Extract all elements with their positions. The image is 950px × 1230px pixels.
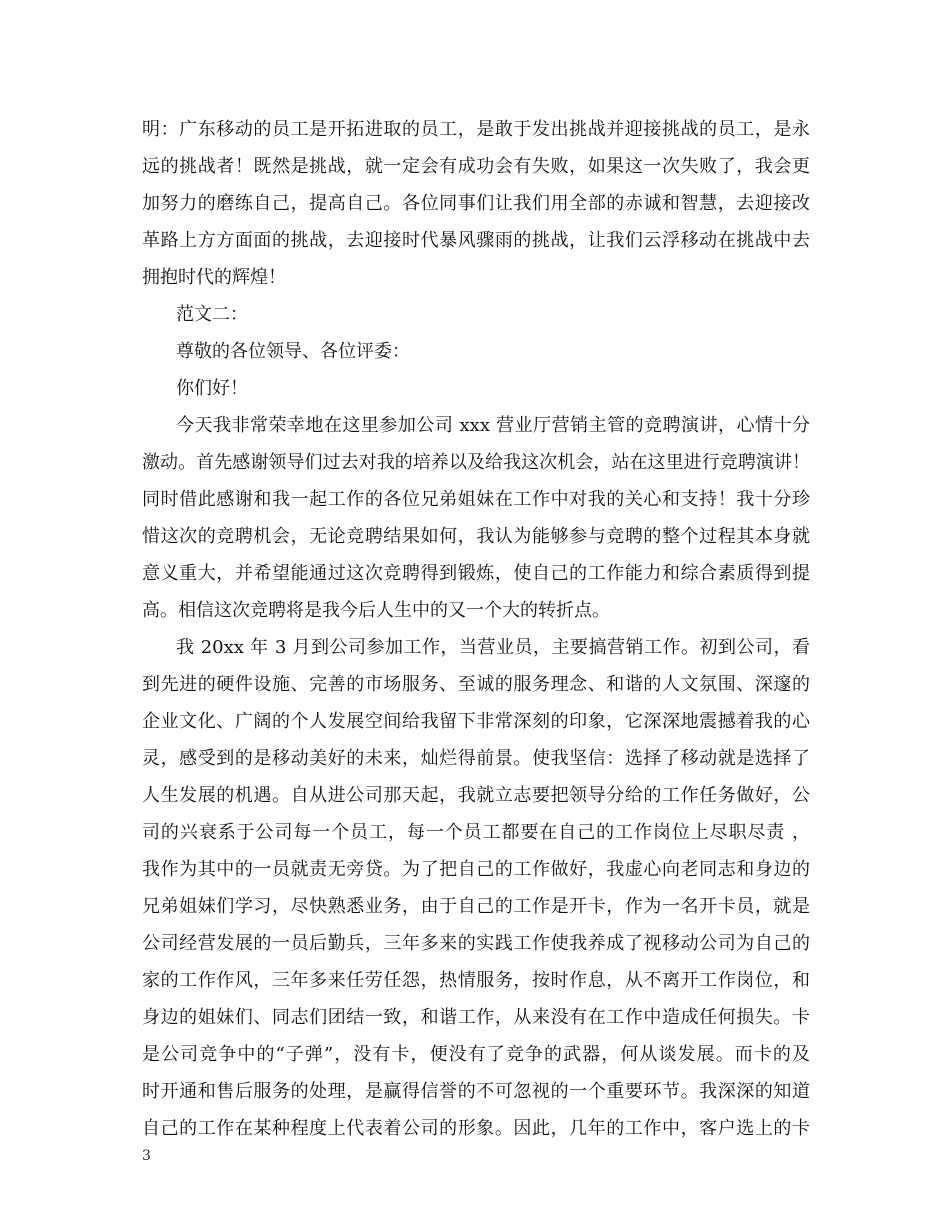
- text-line: 惜这次的竞聘机会，无论竞聘结果如何，我认为能够参与竞聘的整个过程其本身就: [142, 526, 810, 547]
- section-heading: 范文二：: [176, 304, 248, 325]
- text-line: 高。相信这次竞聘将是我今后人生中的又一个大的转折点。: [142, 600, 610, 621]
- text-line: 人生发展的机遇。自从进公司那天起，我就立志要把领导分给的工作任务做好，公: [142, 785, 810, 806]
- text-line: 拥抱时代的辉煌！: [142, 267, 286, 288]
- text-line: 远的挑战者！既然是挑战，就一定会有成功会有失败，如果这一次失败了，我会更: [142, 156, 810, 177]
- text-line: 意义重大，并希望能通过这次竞聘得到锻炼，使自己的工作能力和综合素质得到提: [142, 563, 810, 584]
- text-line: 家的工作作风，三年多来任劳任怨，热情服务，按时作息，从不离开工作岗位，和: [142, 970, 810, 991]
- text-line: 同时借此感谢和我一起工作的各位兄弟姐妹在工作中对我的关心和支持！我十分珍: [142, 489, 810, 510]
- text-line: 到先进的硬件设施、完善的市场服务、至诚的服务理念、和谐的人文氛围、深邃的: [142, 674, 810, 695]
- text-line: 自己的工作在某种程度上代表着公司的形象。因此，几年的工作中，客户选上的卡: [142, 1118, 810, 1139]
- text-line: 兄弟姐妹们学习，尽快熟悉业务，由于自己的工作是开卡，作为一名开卡员，就是: [142, 896, 810, 917]
- text-line: 明：广东移动的员工是开拓进取的员工，是敢于发出挑战并迎接挑战的员工，是永: [142, 119, 810, 140]
- text-line: 企业文化、广阔的个人发展空间给我留下非常深刻的印象，它深深地震撼着我的心: [142, 711, 810, 732]
- text-line: 灵，感受到的是移动美好的未来，灿烂得前景。使我坚信：选择了移动就是选择了: [142, 748, 810, 769]
- greeting: 你们好！: [176, 378, 248, 399]
- text-line: 是公司竞争中的“子弹”，没有卡，便没有了竞争的武器，何从谈发展。而卡的及: [142, 1044, 810, 1065]
- salutation: 尊敬的各位领导、各位评委：: [176, 341, 410, 362]
- text-line: 公司经营发展的一员后勤兵，三年多来的实践工作使我养成了视移动公司为自己的: [142, 933, 810, 954]
- text-line: 身边的姐妹们、同志们团结一致，和谐工作，从来没有在工作中造成任何损失。卡: [142, 1007, 810, 1028]
- text-line: 时开通和售后服务的处理，是赢得信誉的不可忽视的一个重要环节。我深深的知道: [142, 1081, 810, 1102]
- text-line: 革路上方方面面的挑战，去迎接时代暴风骤雨的挑战，让我们云浮移动在挑战中去: [142, 230, 810, 251]
- text-line: 我 20xx 年 3 月到公司参加工作，当营业员，主要搞营销工作。初到公司，看: [176, 637, 810, 658]
- text-line: 加努力的磨练自己，提高自己。各位同事们让我们用全部的赤诚和智慧，去迎接改: [142, 193, 810, 214]
- text-line: 今天我非常荣幸地在这里参加公司 xxx 营业厅营销主管的竞聘演讲，心情十分: [176, 415, 810, 436]
- text-line: 激动。首先感谢领导们过去对我的培养以及给我这次机会，站在这里进行竞聘演讲！: [142, 452, 810, 473]
- text-line: 司的兴衰系于公司每一个员工，每一个员工都要在自己的工作岗位上尽职尽责 ，: [142, 822, 810, 843]
- text-line: 我作为其中的一员就责无旁贷。为了把自己的工作做好，我虚心向老同志和身边的: [142, 859, 810, 880]
- page-number: 3: [142, 1148, 151, 1164]
